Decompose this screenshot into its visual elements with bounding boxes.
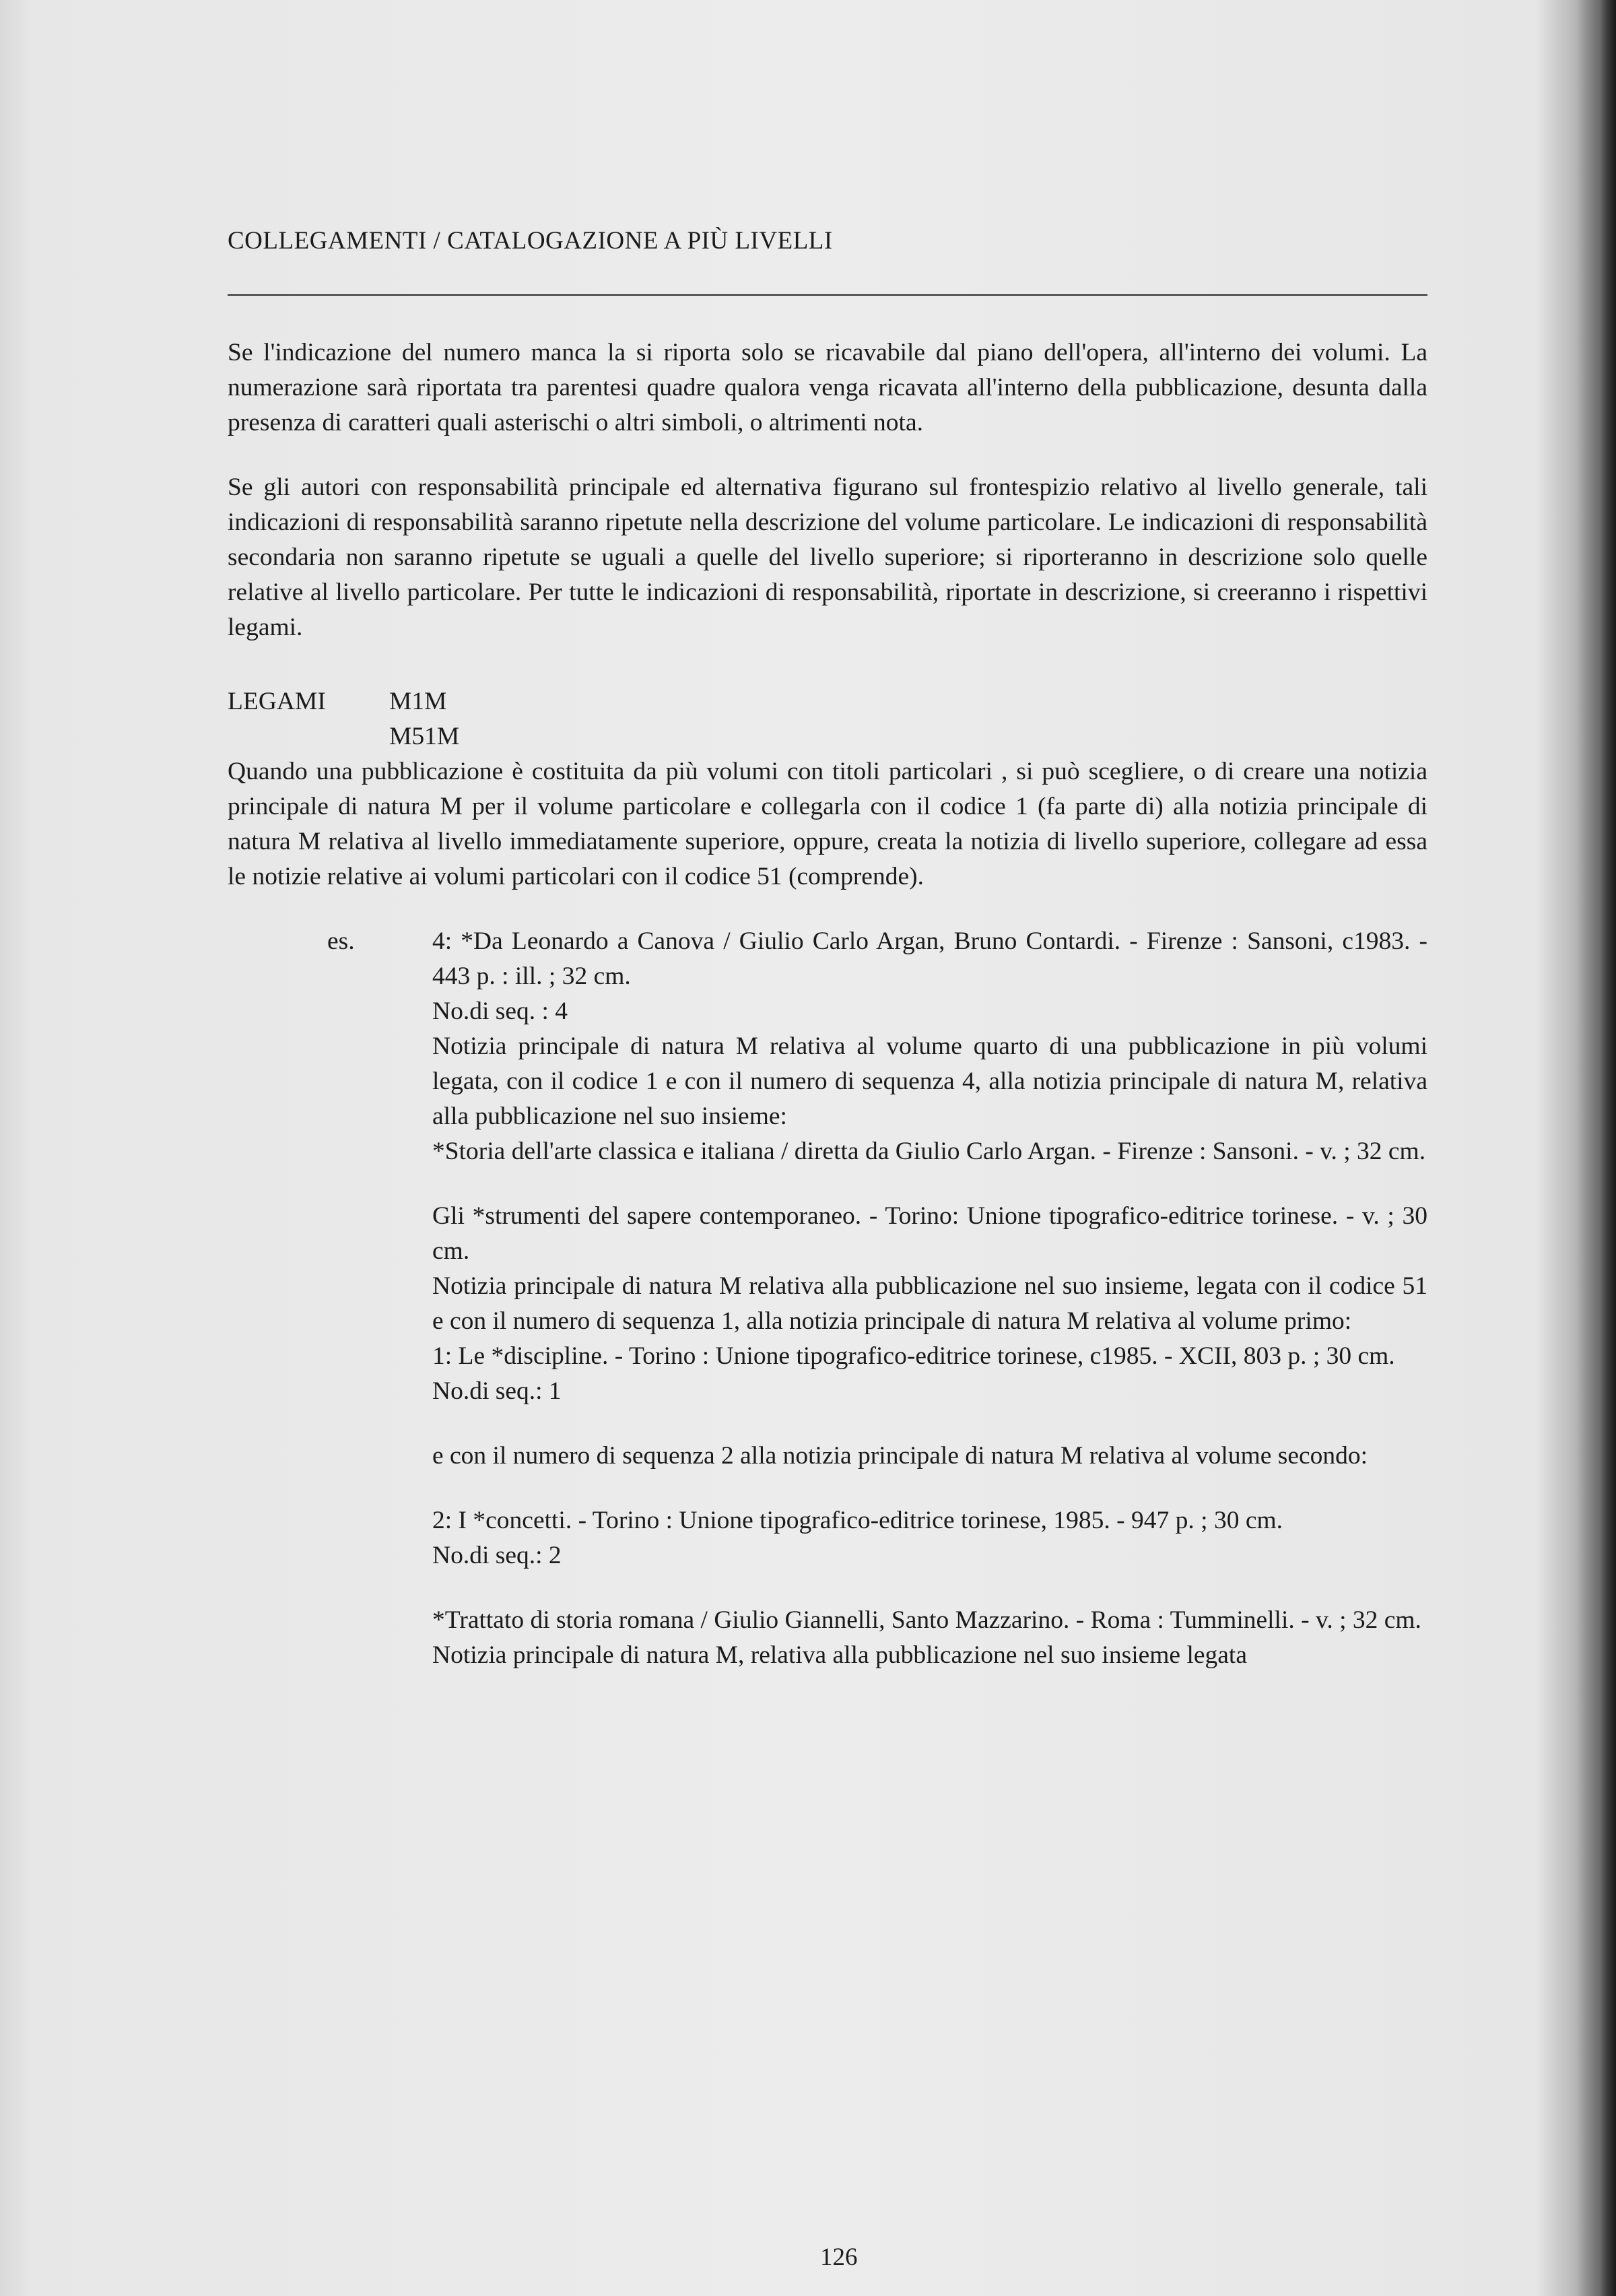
- example-1-sequence: No.di seq. : 4: [432, 997, 568, 1025]
- example-entries: [432, 924, 1427, 1673]
- paragraph-number-indication: Se l'indicazione del numero manca la si riporta solo se ricavabile dal piano dell'opera, all'interno dei volumi. La numerazione sarà riportata tra parentesi quadre qualora venga ricavata all'interno della pubblicazione, desunta dalla presenza di caratteri quali asterischi o altri simboli, o altrimenti nota.: [228, 339, 1427, 436]
- example-2-note: Notizia principale di natura M relativa alla pubblicazione nel suo insieme, legata con il codice 51 e con il numero di sequenza 1, alla notizia principale di natura M relativa al volume primo:: [432, 1272, 1427, 1335]
- example-1-record: 4: *Da Leonardo a Canova / Giulio Carlo Argan, Bruno Contardi. - Firenze : Sansoni, c1983. - 443 p. : ill. ; 32 cm.: [432, 927, 1427, 990]
- example-2-child-2-sequence: No.di seq.: 2: [432, 1542, 562, 1569]
- example-3-note: Notizia principale di natura M, relativa alla pubblicazione nel suo insieme legata: [432, 1641, 1247, 1669]
- example-2-child-1-record: 1: Le *discipline. - Torino : Unione tipografico-editrice torinese, c1985. - XCII, 803 p. ; 30 cm.: [432, 1342, 1395, 1370]
- example-2-child-2-record: 2: I *concetti. - Torino : Unione tipografico-editrice torinese, 1985. - 947 p. ; 30 cm.: [432, 1507, 1283, 1534]
- example-3-record: *Trattato di storia romana / Giulio Giannelli, Santo Mazzarino. - Roma : Tumminelli. - v. ; 32 cm.: [432, 1606, 1421, 1634]
- example-2-child-1-sequence: No.di seq.: 1: [432, 1377, 562, 1405]
- paragraph-responsibility: Se gli autori con responsabilità principale ed alternativa figurano sul frontespizio relativo al livello generale, tali indicazioni di responsabilità saranno ripetute nella descrizione del volume particolare. Le indicazioni di responsabilità secondaria non saranno ripetute se uguali a quelle del livello superiore; si riporteranno in descrizione solo quelle relative al livello particolare. Per tutte le indicazioni di responsabilità, riportate in descrizione, si creeranno i rispettivi legami.: [228, 473, 1427, 641]
- running-header: COLLEGAMENTI / CATALOGAZIONE A PIÙ LIVELLI: [228, 227, 833, 255]
- example-label: es.: [327, 927, 355, 955]
- example-1-parent-record: *Storia dell'arte classica e italiana / diretta da Giulio Carlo Argan. - Firenze : Sansoni. - v. ; 32 cm.: [432, 1138, 1426, 1165]
- example-2-record: Gli *strumenti del sapere contemporaneo. - Torino: Unione tipografico-editrice torinese. - v. ; 30 cm.: [432, 1202, 1427, 1265]
- legami-codes: [389, 684, 1427, 754]
- legami-label: LEGAMI: [228, 688, 326, 715]
- link-code-m1m: M1M: [389, 688, 447, 715]
- page-number: 126: [820, 2243, 858, 2271]
- header-rule: [228, 294, 1427, 296]
- body-text: [228, 335, 1427, 1673]
- paragraph-multivolume: Quando una pubblicazione è costituita da più volumi con titoli particolari , si può scegliere, o di creare una notizia principale di natura M per il volume particolare e collegarla con il codice 1 (fa parte di) alla notizia principale di natura M relativa al livello immediatamente superiore, oppure, creata la notizia di livello superiore, collegare ad essa le notizie relative ai volumi particolari con il codice 51 (comprende).: [228, 758, 1427, 890]
- link-code-m51m: M51M: [389, 723, 460, 750]
- book-spine-shadow: [1576, 0, 1616, 2296]
- example-2-note-2: e con il numero di sequenza 2 alla notizia principale di natura M relativa al volume secondo:: [432, 1442, 1368, 1470]
- example-block: [228, 924, 1427, 1673]
- legami-block: [228, 684, 1427, 754]
- example-1-note: Notizia principale di natura M relativa al volume quarto di una pubblicazione in più volumi legata, con il codice 1 e con il numero di sequenza 4, alla notizia principale di natura M, relativa alla pubblicazione nel suo insieme:: [432, 1032, 1427, 1130]
